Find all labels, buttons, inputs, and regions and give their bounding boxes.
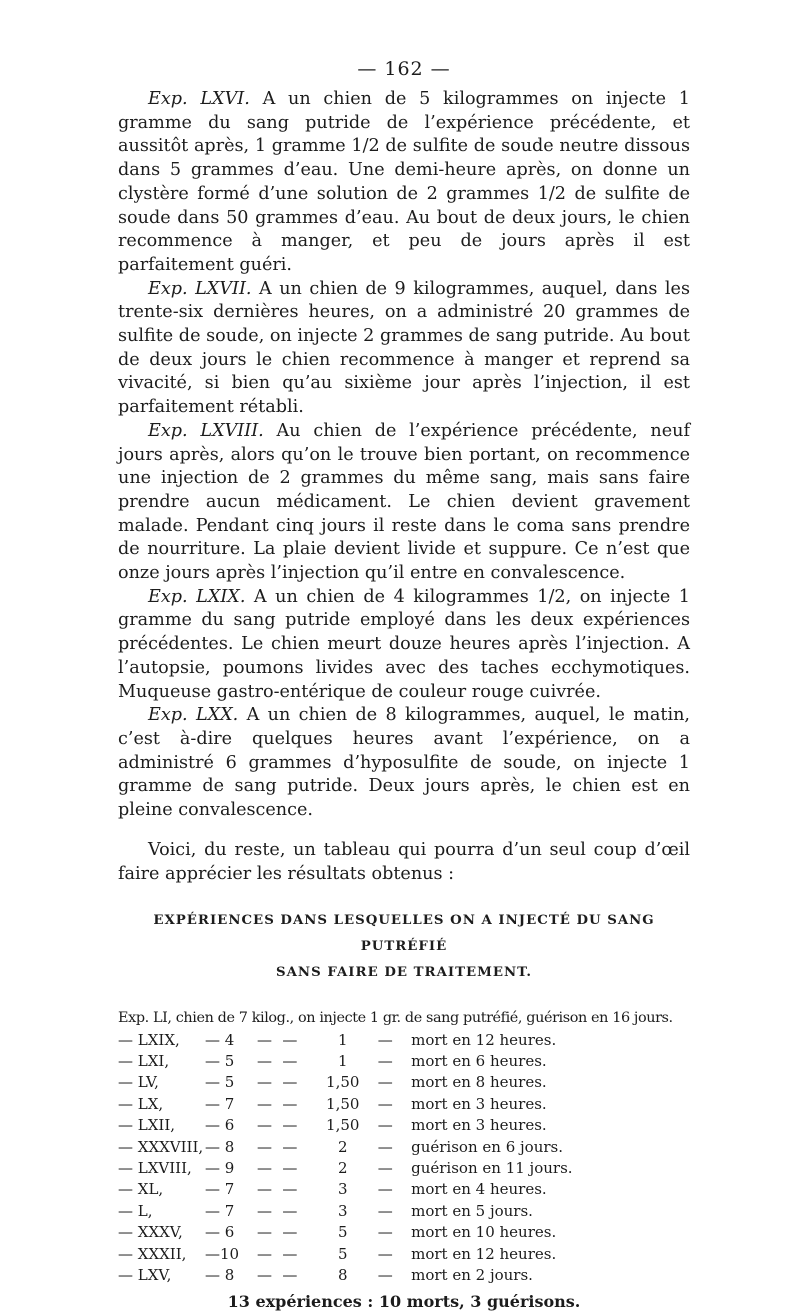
cell-dash3: — (377, 1180, 393, 1199)
cell-exp: — LXIX, (118, 1030, 180, 1049)
cell-result: mort en 10 heures. (411, 1223, 557, 1242)
cell-dose: 1 (337, 1030, 348, 1049)
cell-dash2: — (282, 1159, 298, 1178)
cell-exp: — XXXII, (118, 1244, 187, 1263)
table-row (118, 1158, 690, 1179)
table-row (118, 1094, 690, 1115)
table-row (118, 1222, 690, 1243)
cell-dose: 1,50 (326, 1094, 360, 1113)
cell-dash3: — (377, 1159, 393, 1178)
cell-exp: — LXII, (118, 1116, 176, 1135)
cell-dash1: — (257, 1052, 272, 1071)
cell-weight: — 9 (205, 1159, 235, 1178)
cell-weight: — 7 (205, 1180, 235, 1199)
cell-dose: 1 (337, 1052, 348, 1071)
cell-result: mort en 5 jours. (411, 1201, 533, 1220)
cell-dash2: — (282, 1244, 298, 1263)
table-row-first (118, 1008, 690, 1029)
cell-dash1: — (257, 1073, 272, 1092)
cell-dash1: — (257, 1180, 272, 1199)
cell-weight: — 5 (205, 1052, 235, 1071)
cell-dash2: — (282, 1094, 298, 1113)
cell-dash1: — (257, 1116, 272, 1135)
cell-dash3: — (377, 1094, 393, 1113)
page-number: — 162 — (357, 58, 451, 80)
table-row (118, 1115, 690, 1136)
cell-dose: 1,50 (326, 1073, 360, 1092)
cell-exp: — LXV, (118, 1266, 172, 1285)
cell-dash3: — (377, 1137, 393, 1156)
cell-weight: — 6 (205, 1223, 235, 1242)
cell-dash3: — (377, 1030, 393, 1049)
cell-result: mort en 12 heures. (411, 1244, 557, 1263)
experiment-text: A un chien de 5 kilogrammes on injecte 1 gramme du sang putride de l’expérience précédente, et aussitôt après, 1 gramme 1/2 de sulfite de soude neutre dissous dans 5 grammes d’eau. Une demi-heure après, on donne un clystère formé d’une solution de 2 grammes 1/2 de sulfite de soude dans 50 grammes d’eau. Au bout de deux jours, le chien recommence à manger, et peu de jours après il est parfaitement guéri. (118, 89, 690, 275)
table-row (118, 1179, 690, 1200)
cell-dose: 3 (337, 1201, 348, 1220)
cell-dash1: — (257, 1094, 272, 1113)
cell-dash2: — (282, 1266, 298, 1285)
cell-dash3: — (377, 1073, 393, 1092)
experiment-label: Exp. LXX. (148, 705, 239, 726)
table-row (118, 1265, 690, 1286)
cell-dash2: — (282, 1201, 298, 1220)
cell-dash1: — (257, 1266, 272, 1285)
cell-dash2: — (282, 1030, 298, 1049)
cell-dose: 2 (337, 1137, 348, 1156)
cell-dose: 3 (337, 1180, 348, 1199)
results-table (118, 1008, 690, 1286)
cell-dash1: — (257, 1137, 272, 1156)
cell-result: mort en 3 heures. (411, 1116, 547, 1135)
cell-exp: — LXI, (118, 1052, 170, 1071)
experiment-label: Exp. LXIX. (148, 586, 246, 607)
cell-exp: — LX, (118, 1094, 164, 1113)
experiment-paragraphs (118, 88, 690, 823)
table-intro: Voici, du reste, un tableau qui pourra d’un seul coup d’œil faire apprécier les résultats obtenus : (118, 839, 690, 884)
cell-weight: — 7 (205, 1201, 235, 1220)
experiment-paragraph (118, 278, 690, 420)
cell-result: mort en 3 heures. (411, 1094, 547, 1113)
experiment-label: Exp. LXVII. (148, 278, 252, 299)
cell-weight: —10 (205, 1244, 240, 1263)
first-row-text: Exp. LI, chien de 7 kilog., on injecte 1 gr. de sang putréfié, guérison en 16 jours. (118, 1010, 673, 1027)
cell-exp: — LXVIII, (118, 1159, 192, 1178)
table-row (118, 1137, 690, 1158)
cell-result: mort en 8 heures. (411, 1073, 547, 1092)
cell-dose: 8 (337, 1266, 348, 1285)
cell-dose: 5 (337, 1244, 348, 1263)
cell-result: guérison en 6 jours. (411, 1137, 563, 1156)
experiment-paragraph (118, 88, 690, 278)
cell-weight: — 7 (205, 1094, 235, 1113)
table-title-line-1: EXPÉRIENCES DANS LESQUELLES ON A INJECTÉ DU SANG PUTRÉFIÉ (153, 913, 655, 955)
cell-dash3: — (377, 1201, 393, 1220)
cell-dose: 1,50 (326, 1116, 360, 1135)
cell-dash3: — (377, 1223, 393, 1242)
cell-dash2: — (282, 1180, 298, 1199)
cell-dash2: — (282, 1073, 298, 1092)
cell-dash2: — (282, 1052, 298, 1071)
cell-dash1: — (257, 1201, 272, 1220)
table-row (118, 1051, 690, 1072)
table-row (118, 1201, 690, 1222)
cell-dash1: — (257, 1030, 272, 1049)
cell-dash1: — (257, 1159, 272, 1178)
cell-exp: — XXXVIII, (118, 1137, 204, 1156)
cell-exp: — L, (118, 1201, 153, 1220)
experiment-text: A un chien de 8 kilogrammes, auquel, le matin, c’est à-dire quelques heures avant l’expérience, on a administré 6 grammes d’hyposulfite de soude, on injecte 1 gramme de sang putride. Deux jours après, le chien est en pleine convalescence. (118, 705, 690, 821)
cell-weight: — 5 (205, 1073, 235, 1092)
cell-result: mort en 12 heures. (411, 1030, 557, 1049)
experiment-text: A un chien de 4 kilogrammes 1/2, on injecte 1 gramme du sang putride employé dans les deux expériences précédentes. Le chien meurt douze heures après l’injection. A l’autopsie, poumons livides avec des taches ecchymotiques. Muqueuse gastro-entérique de couleur rouge cuivrée. (118, 586, 690, 702)
cell-exp: — LV, (118, 1073, 159, 1092)
table-row (118, 1072, 690, 1093)
cell-result: mort en 2 jours. (411, 1266, 533, 1285)
results-summary: 13 expériences : 10 morts, 3 guérisons. (227, 1292, 581, 1311)
experiment-text: A un chien de 9 kilogrammes, auquel, dans les trente-six dernières heures, on a administré 20 grammes de sulfite de soude, on injecte 2 grammes de sang putride. Au bout de deux jours le chien recommence à manger et reprend sa vivacité, si bien qu’au sixième jour après l’injection, il est parfaitement rétabli. (118, 278, 690, 418)
table-title-line-2: SANS FAIRE DE TRAITEMENT. (276, 965, 532, 981)
cell-dash1: — (257, 1244, 272, 1263)
experiment-paragraph (118, 704, 690, 823)
cell-dash3: — (377, 1116, 393, 1135)
table-row (118, 1030, 690, 1051)
experiment-paragraph (118, 586, 690, 705)
cell-weight: — 6 (205, 1116, 235, 1135)
experiment-label: Exp. LXVIII. (148, 420, 264, 441)
cell-weight: — 4 (205, 1030, 235, 1049)
cell-result: guérison en 11 jours. (411, 1159, 573, 1178)
cell-dash1: — (257, 1223, 272, 1242)
experiment-paragraph (118, 420, 690, 586)
book-page (118, 58, 690, 1311)
table-title (118, 908, 690, 986)
cell-dash3: — (377, 1052, 393, 1071)
cell-dose: 2 (337, 1159, 348, 1178)
cell-result: mort en 4 heures. (411, 1180, 547, 1199)
cell-dash2: — (282, 1137, 298, 1156)
cell-result: mort en 6 heures. (411, 1052, 547, 1071)
cell-dash2: — (282, 1116, 298, 1135)
cell-dash2: — (282, 1223, 298, 1242)
cell-dose: 5 (337, 1223, 348, 1242)
cell-dash3: — (377, 1244, 393, 1263)
cell-weight: — 8 (205, 1266, 235, 1285)
cell-dash3: — (377, 1266, 393, 1285)
cell-weight: — 8 (205, 1137, 235, 1156)
cell-exp: — XL, (118, 1180, 164, 1199)
cell-exp: — XXXV, (118, 1223, 183, 1242)
experiment-label: Exp. LXVI. (148, 89, 250, 109)
experiment-text: Au chien de l’expérience précédente, neuf jours après, alors qu’on le trouve bien portant, on recommence une injection de 2 grammes du même sang, mais sans faire prendre aucun médicament. Le chien devient gravement malade. Pendant cinq jours il reste dans le coma sans prendre de nourriture. La plaie devient livide et suppure. Ce n’est que onze jours après l’injection qu’il entre en convalescence. (118, 420, 690, 584)
